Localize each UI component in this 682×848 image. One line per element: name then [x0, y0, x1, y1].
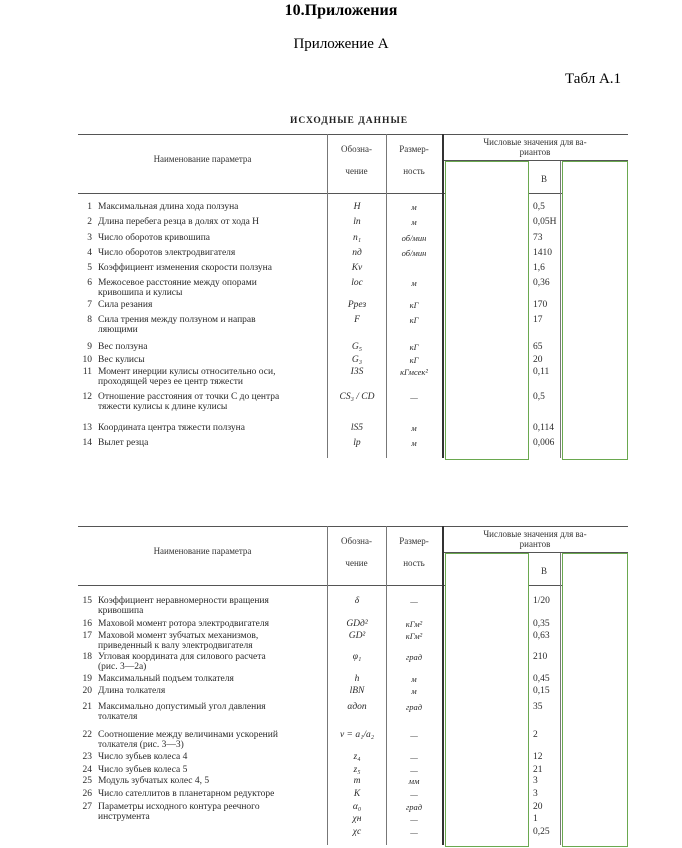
parameter-symbol: Kv	[351, 263, 363, 273]
parameter-value: 1,6	[533, 263, 545, 273]
parameter-unit: об/мин	[401, 233, 427, 243]
parameter-value: 3	[533, 789, 538, 799]
parameter-value: 1/20	[533, 596, 550, 606]
parameter-symbol: F	[354, 315, 360, 325]
parameter-unit: м	[411, 217, 417, 227]
parameter-symbol: G₅	[351, 342, 363, 352]
variant-input-box[interactable]	[445, 553, 529, 847]
parameter-name: Длина перебега резца в долях от хода H	[98, 217, 260, 227]
parameter-unit: град	[405, 652, 423, 662]
parameter-symbol: n₁	[352, 233, 362, 243]
parameter-name: Максимально допустимый угол давления	[98, 702, 266, 712]
parameter-value: 0,11	[533, 367, 550, 377]
parameter-name: Отношение расстояния от точки C до центра	[98, 392, 280, 402]
parameter-name: Длина толкателя	[98, 686, 166, 696]
parameter-name: Вес ползуна	[98, 342, 148, 352]
row-number: 20	[82, 686, 92, 696]
appendix-title: Приложение А	[293, 36, 389, 52]
parameter-unit: м	[411, 438, 417, 448]
parameter-value: 1410	[533, 248, 552, 258]
parameter-unit: —	[410, 827, 418, 837]
parameter-unit: —	[410, 789, 418, 799]
parameter-symbol: αдоп	[347, 702, 367, 712]
parameter-symbol: χн	[352, 814, 362, 824]
parameter-value: 20	[533, 355, 543, 365]
row-number: 7	[87, 300, 92, 310]
parameter-name: Модуль зубчатых колес 4, 5	[98, 776, 210, 786]
parameter-unit: м	[411, 202, 417, 212]
header-symbol: Обозна-	[341, 536, 372, 546]
parameter-name: Максимальный подъем толкателя	[98, 674, 234, 684]
parameter-name: Соотношение между величинами ускорений	[98, 730, 278, 740]
parameter-name: Число зубьев колеса 4	[98, 752, 188, 762]
row-number: 10	[82, 355, 92, 365]
row-number: 3	[87, 233, 92, 243]
parameter-unit: —	[410, 752, 418, 762]
row-number: 15	[82, 596, 92, 606]
parameter-symbol: I3S	[350, 367, 364, 377]
row-number: 12	[82, 392, 92, 402]
table-label: Табл А.1	[565, 71, 622, 87]
parameter-symbol: lS5	[350, 423, 364, 433]
parameter-symbol: K	[353, 789, 361, 799]
col-divider	[442, 526, 444, 845]
parameter-value: 20	[533, 802, 543, 812]
header-unit: ность	[403, 558, 425, 568]
variant-label: В	[540, 566, 547, 576]
parameter-unit: кГм²	[405, 631, 423, 641]
parameter-name: Маховой момент зубчатых механизмов,	[98, 631, 259, 641]
parameter-value: 0,36	[533, 278, 550, 288]
row-number: 9	[87, 342, 92, 352]
parameter-name: Вес кулисы	[98, 355, 145, 365]
header-symbol: Обозна-	[341, 144, 372, 154]
parameter-name: Межосевое расстояние между опорами	[98, 278, 257, 288]
row-number: 26	[82, 789, 92, 799]
parameter-name: Коэффициент неравномерности вращения	[98, 596, 269, 606]
parameter-name: (рис. 3—2а)	[98, 662, 147, 672]
parameter-name: инструмента	[98, 812, 150, 822]
parameter-value: 0,63	[533, 631, 550, 641]
parameter-value: 0,25	[533, 827, 550, 837]
parameter-name: Число оборотов кривошипа	[98, 233, 211, 243]
row-number: 22	[82, 730, 92, 740]
parameter-name: кривошипа	[98, 606, 144, 616]
parameter-symbol: φ₁	[352, 652, 362, 662]
header-unit: Размер-	[399, 536, 429, 546]
parameter-unit: кГ	[409, 315, 419, 325]
header-symbol: чение	[345, 558, 368, 568]
parameter-value: 65	[533, 342, 543, 352]
section-heading: 10.Приложения	[284, 2, 398, 19]
parameter-unit: м	[411, 423, 417, 433]
parameter-value: 210	[533, 652, 548, 662]
parameter-symbol: lп	[353, 217, 361, 227]
parameter-name: Число зубьев колеса 5	[98, 765, 188, 775]
header-name: Наименование параметра	[153, 154, 252, 164]
parameter-symbol: α₀	[352, 802, 362, 812]
parameter-symbol: χс	[352, 827, 362, 837]
parameter-symbol: lBN	[349, 686, 365, 696]
parameter-value: 0,114	[533, 423, 555, 433]
variant-divider	[560, 161, 561, 458]
row-number: 16	[82, 619, 92, 629]
parameter-name: Вылет резца	[98, 438, 149, 448]
variant-label: В	[540, 174, 547, 184]
header-name: Наименование параметра	[153, 546, 252, 556]
parameter-unit: м	[411, 686, 417, 696]
row-number: 4	[87, 248, 92, 258]
parameter-name: Координата центра тяжести ползуна	[98, 423, 245, 433]
variant-input-box[interactable]	[562, 553, 628, 847]
row-number: 18	[82, 652, 92, 662]
parameter-name: Число сателлитов в планетарном редукторе	[98, 789, 275, 799]
parameter-unit: —	[410, 765, 418, 775]
parameter-unit: град	[405, 702, 423, 712]
parameter-name: приведенный к валу электродвигателя	[98, 641, 253, 651]
header-bottom-rule	[78, 585, 628, 586]
parameter-value: 170	[533, 300, 548, 310]
header-values: риантов	[519, 147, 551, 157]
parameter-value: 17	[533, 315, 543, 325]
header-unit: ность	[403, 166, 425, 176]
parameter-name: кривошипа и кулисы	[98, 288, 183, 298]
parameter-unit: —	[410, 596, 418, 606]
parameter-name: Максимальная длина хода ползуна	[98, 202, 239, 212]
parameter-name: тяжести кулисы к длине кулисы	[98, 402, 228, 412]
parameter-value: 1	[533, 814, 538, 824]
variant-divider	[560, 553, 561, 845]
parameter-unit: —	[410, 814, 418, 824]
parameter-unit: м	[411, 674, 417, 684]
parameter-symbol: G₃	[351, 355, 363, 365]
header-values: Числовые значения для ва-	[483, 137, 587, 147]
parameter-value: 2	[533, 730, 538, 740]
parameter-value: 12	[533, 752, 543, 762]
parameter-unit: —	[410, 730, 418, 740]
parameter-unit: —	[410, 392, 418, 402]
parameter-name: проходящей через ее центр тяжести	[98, 377, 243, 387]
parameter-symbol: CS₃ / CD	[339, 392, 375, 402]
row-number: 25	[82, 776, 92, 786]
parameter-symbol: nд	[352, 248, 362, 258]
row-number: 2	[87, 217, 92, 227]
parameter-unit: кГ	[409, 355, 419, 365]
parameter-symbol: Pрез	[347, 300, 367, 310]
row-number: 19	[82, 674, 92, 684]
table-top-rule	[78, 526, 628, 527]
parameter-value: 3	[533, 776, 538, 786]
parameter-symbol: z₄	[353, 752, 361, 762]
parameter-name: ляющими	[98, 325, 138, 335]
parameter-name: Момент инерции кулисы относительно оси,	[98, 367, 276, 377]
variant-input-box[interactable]	[562, 161, 628, 460]
col-divider	[386, 134, 387, 458]
row-number: 1	[87, 202, 92, 212]
row-number: 5	[87, 263, 92, 273]
parameter-name: Число оборотов электродвигателя	[98, 248, 236, 258]
row-number: 21	[82, 702, 92, 712]
parameter-value: 73	[533, 233, 543, 243]
table-top-rule	[78, 134, 628, 135]
variant-input-box[interactable]	[445, 161, 529, 460]
header-values: риантов	[519, 539, 551, 549]
parameter-name: толкателя (рис. 3—3)	[98, 740, 184, 750]
parameter-symbol: δ	[354, 596, 360, 606]
row-number: 13	[82, 423, 92, 433]
parameter-value: 21	[533, 765, 543, 775]
col-divider	[327, 134, 328, 458]
parameter-value: 0,05H	[533, 217, 557, 227]
header-bottom-rule	[78, 193, 628, 194]
parameter-symbol: GD²	[348, 631, 366, 641]
parameter-unit: об/мин	[401, 248, 427, 258]
header-symbol: чение	[345, 166, 368, 176]
parameter-symbol: z₅	[353, 765, 361, 775]
header-unit: Размер-	[399, 144, 429, 154]
parameter-value: 0,35	[533, 619, 550, 629]
parameter-name: Параметры исходного контура реечного	[98, 802, 260, 812]
row-number: 11	[82, 367, 92, 377]
parameter-value: 0,5	[533, 392, 545, 402]
parameter-unit: кГм²	[405, 619, 423, 629]
parameter-value: 0,006	[533, 438, 555, 448]
parameter-unit: м	[411, 278, 417, 288]
parameter-value: 0,45	[533, 674, 550, 684]
row-number: 23	[82, 752, 92, 762]
parameter-name: Сила трения между ползуном и направ	[98, 315, 256, 325]
parameter-symbol: ν = a₁/a₂	[339, 730, 375, 740]
header-values: Числовые значения для ва-	[483, 529, 587, 539]
parameter-name: Маховой момент ротора электродвигателя	[98, 619, 269, 629]
row-number: 6	[87, 278, 92, 288]
parameter-symbol: GDд²	[346, 619, 368, 629]
parameter-name: Коэффициент изменения скорости ползуна	[98, 263, 272, 273]
parameter-symbol: h	[354, 674, 360, 684]
parameter-unit: кГ	[409, 300, 419, 310]
parameter-unit: кГмсек²	[400, 367, 428, 377]
col-divider	[442, 134, 444, 458]
parameter-unit: кГ	[409, 342, 419, 352]
parameter-name: толкателя	[98, 712, 138, 722]
parameter-unit: град	[405, 802, 423, 812]
parameter-value: 35	[533, 702, 543, 712]
parameter-name: Угловая координата для силового расчета	[98, 652, 266, 662]
parameter-value: 0,15	[533, 686, 550, 696]
parameter-unit: мм	[408, 776, 420, 786]
row-number: 17	[82, 631, 92, 641]
parameter-symbol: lр	[353, 438, 361, 448]
parameter-value: 0,5	[533, 202, 545, 212]
table-caption: ИСХОДНЫЕ ДАННЫЕ	[290, 116, 409, 126]
parameter-symbol: m	[353, 776, 361, 786]
parameter-symbol: H	[353, 202, 361, 212]
parameter-name: Сила резания	[98, 300, 153, 310]
row-number: 24	[82, 765, 92, 775]
row-number: 14	[82, 438, 92, 448]
row-number: 8	[87, 315, 92, 325]
parameter-symbol: lос	[351, 278, 363, 288]
row-number: 27	[82, 802, 92, 812]
